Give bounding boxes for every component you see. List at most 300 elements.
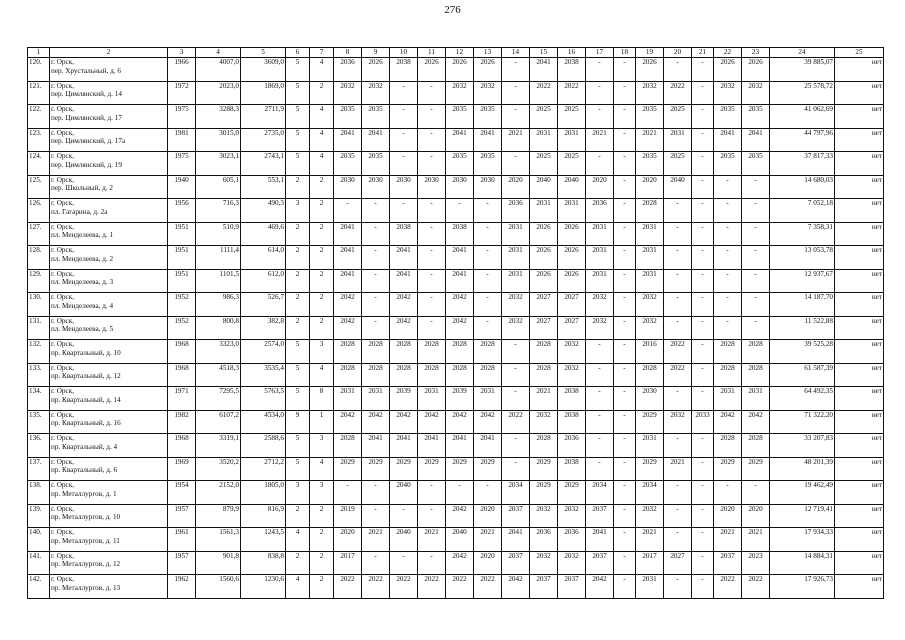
flag-cell: нет <box>835 551 884 575</box>
table-cell: 2026 <box>530 246 558 270</box>
table-cell: 2028 <box>418 363 446 387</box>
table-cell: 3 <box>310 481 334 505</box>
table-cell: 2032 <box>530 551 558 575</box>
column-number-header: 16 <box>558 48 586 58</box>
table-row <box>28 410 884 434</box>
table-cell: 2032 <box>530 504 558 528</box>
table-cell: 2036 <box>558 528 586 552</box>
table-cell: 2017 <box>334 551 362 575</box>
table-cell: 2040 <box>446 528 474 552</box>
address-cell <box>50 152 168 176</box>
table-cell: 614,0 <box>241 246 286 270</box>
table-cell: - <box>614 575 636 599</box>
table-cell: 2031 <box>636 575 664 599</box>
table-cell: 2 <box>286 316 310 340</box>
table-cell: 2 <box>310 528 334 552</box>
table-cell: 4 <box>310 152 334 176</box>
table-cell: 2041 <box>362 128 390 152</box>
cost-cell: 71 322,20 <box>770 410 835 434</box>
table-cell: 2711,9 <box>241 105 286 129</box>
table-cell: 2026 <box>530 222 558 246</box>
table-cell: 553,1 <box>241 175 286 199</box>
table-cell: 3520,2 <box>196 457 241 481</box>
table-cell: 2041 <box>390 434 418 458</box>
table-cell: - <box>692 152 714 176</box>
table-cell: 6107,2 <box>196 410 241 434</box>
flag-cell: нет <box>835 410 884 434</box>
cost-cell: 12 719,41 <box>770 504 835 528</box>
address-city: г. Орск, <box>51 481 74 489</box>
table-cell: 1940 <box>168 175 196 199</box>
table-cell: 2042 <box>446 410 474 434</box>
table-cell: 2028 <box>474 340 502 364</box>
table-cell: 2020 <box>586 175 614 199</box>
table-cell: 2017 <box>636 551 664 575</box>
address-street: пр. Квартальный, д. 16 <box>51 419 121 427</box>
table-cell: 2025 <box>558 152 586 176</box>
table-cell: 2042 <box>334 316 362 340</box>
table-cell: - <box>714 293 742 317</box>
row-number: 124. <box>28 152 50 176</box>
table-cell: 2020 <box>636 175 664 199</box>
column-number-header: 7 <box>310 48 334 58</box>
table-cell: 1966 <box>168 58 196 82</box>
table-cell: 2020 <box>474 551 502 575</box>
flag-cell: нет <box>835 363 884 387</box>
table-cell: 1951 <box>168 269 196 293</box>
table-cell: 3323,0 <box>196 340 241 364</box>
table-cell: 2042 <box>334 293 362 317</box>
table-cell: 2040 <box>664 175 692 199</box>
address-city: г. Орск, <box>51 340 74 348</box>
table-cell: 2035 <box>446 152 474 176</box>
table-cell: 2020 <box>502 175 530 199</box>
address-street: пл. Менделеева, д. 1 <box>51 231 114 239</box>
table-cell: 2022 <box>502 410 530 434</box>
table-cell: 1957 <box>168 551 196 575</box>
cost-cell: 48 201,39 <box>770 457 835 481</box>
cost-cell: 37 817,33 <box>770 152 835 176</box>
table-cell: 9 <box>286 410 310 434</box>
address-cell <box>50 246 168 270</box>
housing-repair-schedule-table <box>27 47 884 599</box>
address-street: пл. Менделеева, д. 2 <box>51 254 114 263</box>
address-city: г. Орск, <box>51 551 74 560</box>
table-cell: - <box>418 81 446 105</box>
address-street: пр. Металлургов, д. 12 <box>51 560 121 568</box>
table-cell: 2 <box>286 269 310 293</box>
table-cell: 4 <box>310 363 334 387</box>
table-row <box>28 175 884 199</box>
flag-cell: нет <box>835 246 884 270</box>
table-cell: 2031 <box>530 199 558 223</box>
cost-cell: 17 926,73 <box>770 575 835 599</box>
table-cell: - <box>664 58 692 82</box>
table-cell: - <box>418 293 446 317</box>
table-cell: - <box>692 105 714 129</box>
table-cell: 2035 <box>446 105 474 129</box>
table-cell: - <box>362 222 390 246</box>
table-cell: 716,3 <box>196 199 241 223</box>
table-cell: 2032 <box>446 81 474 105</box>
table-cell: 2041 <box>446 128 474 152</box>
table-cell: 4518,3 <box>196 363 241 387</box>
address-street: пер. Цимлянский, д. 14 <box>51 90 122 98</box>
table-cell: 3023,1 <box>196 152 241 176</box>
table-cell: 800,8 <box>196 316 241 340</box>
table-cell: - <box>692 199 714 223</box>
table-cell: - <box>664 269 692 293</box>
table-cell: 2021 <box>418 528 446 552</box>
table-cell: 2039 <box>390 387 418 411</box>
table-cell: - <box>586 58 614 82</box>
table-cell: - <box>664 293 692 317</box>
table-cell: - <box>692 481 714 505</box>
table-cell: - <box>614 457 636 481</box>
row-number: 133. <box>28 363 50 387</box>
table-cell: 2036 <box>530 528 558 552</box>
table-cell: 3 <box>286 199 310 223</box>
table-cell: 2026 <box>558 222 586 246</box>
table-cell: 2031 <box>636 246 664 270</box>
table-cell: - <box>586 363 614 387</box>
column-number-header: 20 <box>664 48 692 58</box>
table-cell: - <box>502 340 530 364</box>
table-row <box>28 199 884 223</box>
table-cell: 2020 <box>474 504 502 528</box>
table-cell: - <box>390 199 418 223</box>
table-cell: 1968 <box>168 340 196 364</box>
table-cell: 879,9 <box>196 504 241 528</box>
cost-cell: 39 885,07 <box>770 58 835 82</box>
table-cell: - <box>446 481 474 505</box>
table-cell: 2021 <box>474 528 502 552</box>
table-cell: 2037 <box>558 575 586 599</box>
table-cell: 4 <box>310 457 334 481</box>
table-cell: 2 <box>310 175 334 199</box>
table-cell: 3609,0 <box>241 58 286 82</box>
table-cell: 2735,0 <box>241 128 286 152</box>
cost-cell: 41 062,69 <box>770 105 835 129</box>
table-cell: - <box>692 528 714 552</box>
column-number-header: 5 <box>241 48 286 58</box>
table-cell: 4 <box>310 58 334 82</box>
table-cell: 2029 <box>418 457 446 481</box>
address-cell <box>50 528 168 552</box>
table-cell: - <box>664 387 692 411</box>
table-cell: 2041 <box>334 222 362 246</box>
table-cell: 2028 <box>334 340 362 364</box>
table-cell: 2031 <box>474 387 502 411</box>
table-cell: 2042 <box>742 410 770 434</box>
table-cell: 3 <box>310 434 334 458</box>
table-cell: 2028 <box>362 363 390 387</box>
table-cell: 901,8 <box>196 551 241 575</box>
row-number: 130. <box>28 293 50 317</box>
table-cell: - <box>362 316 390 340</box>
column-number-header: 1 <box>28 48 50 58</box>
table-cell: - <box>474 481 502 505</box>
address-cell <box>50 457 168 481</box>
table-cell: 2021 <box>714 528 742 552</box>
table-cell: 2029 <box>636 457 664 481</box>
table-cell: 2026 <box>742 58 770 82</box>
table-cell: 2041 <box>502 528 530 552</box>
column-number-header: 25 <box>835 48 884 58</box>
table-cell: 2025 <box>664 105 692 129</box>
table-cell: 2029 <box>474 457 502 481</box>
column-number-header: 17 <box>586 48 614 58</box>
address-street: пр. Квартальный, д. 10 <box>51 348 121 357</box>
cost-cell: 14 187,70 <box>770 293 835 317</box>
column-number-header: 12 <box>446 48 474 58</box>
table-row <box>28 316 884 340</box>
table-row <box>28 457 884 481</box>
column-number-header: 22 <box>714 48 742 58</box>
address-cell <box>50 105 168 129</box>
row-number: 141. <box>28 551 50 575</box>
table-cell: 1951 <box>168 246 196 270</box>
table-cell: 3015,0 <box>196 128 241 152</box>
table-cell: 1982 <box>168 410 196 434</box>
table-cell: 2042 <box>446 504 474 528</box>
column-number-header: 21 <box>692 48 714 58</box>
flag-cell: нет <box>835 434 884 458</box>
table-cell: - <box>692 504 714 528</box>
address-city: г. Орск, <box>51 434 74 442</box>
flag-cell: нет <box>835 269 884 293</box>
table-cell: 2031 <box>636 269 664 293</box>
table-cell: - <box>714 199 742 223</box>
table-cell: - <box>614 340 636 364</box>
table-cell: 2035 <box>474 105 502 129</box>
table-cell: 2037 <box>586 504 614 528</box>
table-cell: - <box>502 152 530 176</box>
table-cell: 2035 <box>742 105 770 129</box>
table-cell: 2023 <box>742 551 770 575</box>
table-cell: - <box>418 199 446 223</box>
table-cell: 2032 <box>636 293 664 317</box>
table-cell: 2022 <box>664 340 692 364</box>
table-row <box>28 504 884 528</box>
table-cell: 2040 <box>390 481 418 505</box>
table-cell: - <box>362 246 390 270</box>
table-cell: 2030 <box>418 175 446 199</box>
table-cell: - <box>664 222 692 246</box>
table-cell: - <box>664 246 692 270</box>
table-cell: 2026 <box>558 269 586 293</box>
address-cell <box>50 363 168 387</box>
cost-cell: 19 462,49 <box>770 481 835 505</box>
table-cell: 3535,4 <box>241 363 286 387</box>
table-cell: 2 <box>286 222 310 246</box>
table-cell: 816,9 <box>241 504 286 528</box>
table-cell: 2038 <box>390 58 418 82</box>
table-cell: 2022 <box>390 575 418 599</box>
table-cell: - <box>614 105 636 129</box>
table-cell: 7295,5 <box>196 387 241 411</box>
table-cell: 2028 <box>714 434 742 458</box>
table-cell: 1972 <box>168 81 196 105</box>
table-cell: 2041 <box>446 269 474 293</box>
table-cell: - <box>692 128 714 152</box>
table-cell: - <box>390 504 418 528</box>
table-cell: 2032 <box>334 81 362 105</box>
table-cell: - <box>692 575 714 599</box>
table-cell: - <box>742 481 770 505</box>
table-cell: 2042 <box>390 293 418 317</box>
address-city: г. Орск, <box>51 387 74 395</box>
address-city: г. Орск, <box>51 246 74 254</box>
column-number-header: 9 <box>362 48 390 58</box>
table-cell: - <box>362 504 390 528</box>
table-cell: 2028 <box>446 340 474 364</box>
flag-cell: нет <box>835 58 884 82</box>
flag-cell: нет <box>835 457 884 481</box>
address-cell <box>50 551 168 575</box>
table-cell: - <box>692 363 714 387</box>
table-cell: 2028 <box>390 363 418 387</box>
table-cell: 2021 <box>502 128 530 152</box>
table-cell: - <box>474 293 502 317</box>
row-number: 140. <box>28 528 50 552</box>
table-row <box>28 269 884 293</box>
table-cell: - <box>390 128 418 152</box>
table-cell: 2032 <box>558 504 586 528</box>
table-cell: 2031 <box>664 128 692 152</box>
address-cell <box>50 434 168 458</box>
column-number-header: 23 <box>742 48 770 58</box>
table-cell: 2029 <box>558 481 586 505</box>
table-cell: - <box>334 481 362 505</box>
table-cell: 2021 <box>530 387 558 411</box>
flag-cell: нет <box>835 481 884 505</box>
table-cell: 2032 <box>558 551 586 575</box>
table-cell: - <box>446 199 474 223</box>
table-cell: 2032 <box>558 340 586 364</box>
address-street: пер. Школьный, д. 2 <box>51 184 113 192</box>
row-number: 121. <box>28 81 50 105</box>
table-row <box>28 128 884 152</box>
table-cell: 2021 <box>636 528 664 552</box>
row-number: 120. <box>28 58 50 82</box>
table-cell: 5 <box>286 387 310 411</box>
table-cell: 2032 <box>474 81 502 105</box>
table-cell: 2022 <box>558 81 586 105</box>
table-cell: - <box>502 105 530 129</box>
address-city: г. Орск, <box>51 152 74 160</box>
column-number-header: 13 <box>474 48 502 58</box>
table-cell: 2020 <box>742 504 770 528</box>
table-cell: - <box>664 199 692 223</box>
table-cell: 2026 <box>558 246 586 270</box>
table-cell: 1952 <box>168 316 196 340</box>
column-number-header: 6 <box>286 48 310 58</box>
row-number: 142. <box>28 575 50 599</box>
address-cell <box>50 58 168 82</box>
table-cell: - <box>614 434 636 458</box>
table-row <box>28 105 884 129</box>
table-cell: 1 <box>310 410 334 434</box>
table-row <box>28 528 884 552</box>
table-cell: 2588,6 <box>241 434 286 458</box>
table-row <box>28 293 884 317</box>
table-cell: - <box>474 316 502 340</box>
table-cell: - <box>714 269 742 293</box>
table-row <box>28 340 884 364</box>
flag-cell: нет <box>835 199 884 223</box>
table-cell: - <box>614 410 636 434</box>
table-cell: - <box>692 269 714 293</box>
table-cell: 612,0 <box>241 269 286 293</box>
table-cell: 2040 <box>390 528 418 552</box>
table-cell: - <box>362 199 390 223</box>
table-cell: 1805,0 <box>241 481 286 505</box>
table-cell: 2032 <box>664 410 692 434</box>
table-cell: 2029 <box>390 457 418 481</box>
table-cell: - <box>418 152 446 176</box>
table-cell: 2035 <box>474 152 502 176</box>
table-cell: - <box>418 481 446 505</box>
table-cell: - <box>742 246 770 270</box>
table-cell: 2031 <box>714 387 742 411</box>
table-cell: 3288,3 <box>196 105 241 129</box>
address-street: пл. Менделеева, д. 4 <box>51 301 114 310</box>
table-cell: 2026 <box>530 269 558 293</box>
page-number: 276 <box>444 4 461 16</box>
table-cell: 2029 <box>446 457 474 481</box>
flag-cell: нет <box>835 528 884 552</box>
table-cell: 2027 <box>530 293 558 317</box>
table-cell: 2041 <box>334 128 362 152</box>
cost-cell: 14 680,03 <box>770 175 835 199</box>
table-cell: 1975 <box>168 152 196 176</box>
table-cell: 2032 <box>742 81 770 105</box>
table-cell: 2035 <box>334 105 362 129</box>
row-number: 137. <box>28 457 50 481</box>
table-cell: - <box>692 246 714 270</box>
table-cell: 2028 <box>334 434 362 458</box>
address-city: г. Орск, <box>51 293 74 301</box>
address-cell <box>50 293 168 317</box>
table-cell: 2030 <box>446 175 474 199</box>
table-cell: 2042 <box>362 410 390 434</box>
table-cell: 5 <box>286 363 310 387</box>
table-cell: - <box>692 81 714 105</box>
table-cell: - <box>714 481 742 505</box>
table-cell: 2035 <box>636 152 664 176</box>
address-city: г. Орск, <box>51 504 74 513</box>
table-cell: 1962 <box>168 575 196 599</box>
table-cell: - <box>714 246 742 270</box>
table-cell: 2042 <box>390 316 418 340</box>
table-cell: 2031 <box>418 387 446 411</box>
table-cell: 2030 <box>636 387 664 411</box>
table-cell: 510,9 <box>196 222 241 246</box>
table-cell: 2022 <box>334 575 362 599</box>
table-cell: - <box>664 528 692 552</box>
table-cell: 2034 <box>502 481 530 505</box>
table-cell: 2 <box>310 551 334 575</box>
table-cell: 2023,0 <box>196 81 241 105</box>
address-cell <box>50 128 168 152</box>
table-cell: 5 <box>286 434 310 458</box>
table-cell: 2022 <box>714 575 742 599</box>
table-cell: 2025 <box>530 105 558 129</box>
table-cell: - <box>692 434 714 458</box>
table-cell: 2041 <box>446 246 474 270</box>
table-cell: 2042 <box>446 551 474 575</box>
